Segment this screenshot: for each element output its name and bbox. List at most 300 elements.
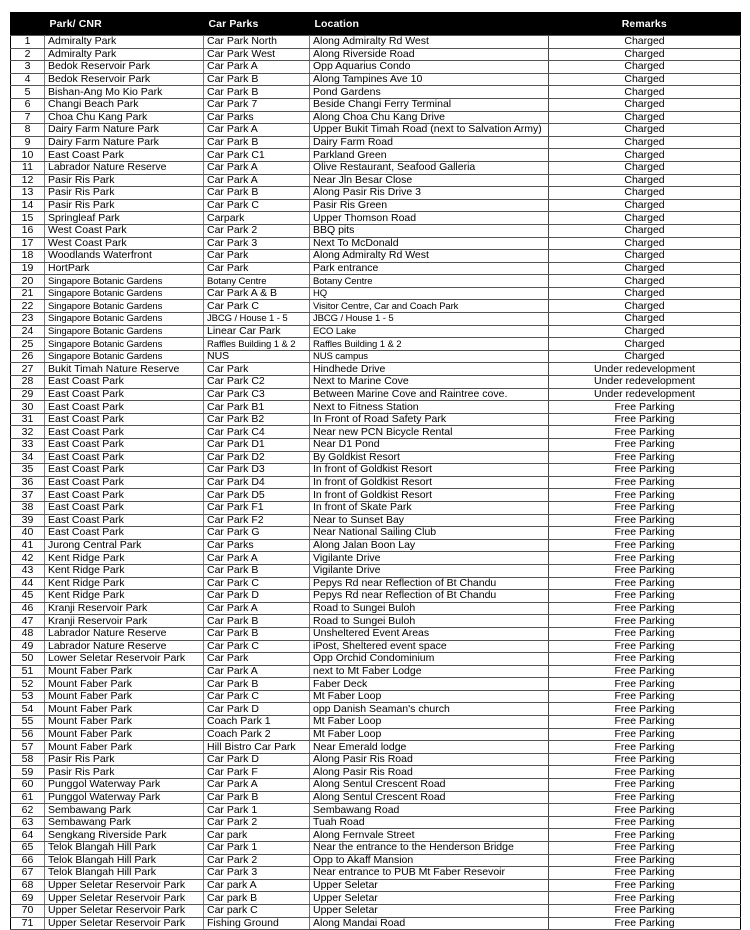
cell-location: next to Mt Faber Lodge: [310, 665, 549, 678]
cell-remarks: Free Parking: [549, 829, 741, 842]
table-row: [11, 867, 741, 880]
cell-carpark: Car Park B: [204, 791, 310, 804]
cell-index: 71: [11, 917, 45, 930]
cell-park: Sembawang Park: [45, 816, 204, 829]
cell-carpark: Car Park North: [204, 36, 310, 49]
cell-remarks: Free Parking: [549, 816, 741, 829]
cell-index: 22: [11, 300, 45, 313]
cell-carpark: Car Park G: [204, 527, 310, 540]
table-row: [11, 439, 741, 452]
cell-location: Along Pasir Ris Road: [310, 753, 549, 766]
cell-carpark: Car Park 1: [204, 804, 310, 817]
cell-carpark: Car Park: [204, 653, 310, 666]
cell-location: iPost, Sheltered event space: [310, 640, 549, 653]
cell-location: HQ: [310, 287, 549, 300]
cell-index: 52: [11, 678, 45, 691]
cell-park: East Coast Park: [45, 413, 204, 426]
cell-location: Next to Fitness Station: [310, 401, 549, 414]
cell-location: Tuah Road: [310, 816, 549, 829]
cell-remarks: Free Parking: [549, 867, 741, 880]
cell-remarks: Free Parking: [549, 917, 741, 930]
cell-location: Along Admiralty Rd West: [310, 250, 549, 263]
cell-carpark: Car Park C: [204, 690, 310, 703]
cell-remarks: Charged: [549, 161, 741, 174]
cell-index: 42: [11, 552, 45, 565]
cell-park: East Coast Park: [45, 527, 204, 540]
cell-index: 14: [11, 199, 45, 212]
cell-location: Opp to Akaff Mansion: [310, 854, 549, 867]
cell-park: Mount Faber Park: [45, 741, 204, 754]
cell-index: 53: [11, 690, 45, 703]
cell-index: 48: [11, 627, 45, 640]
cell-remarks: Free Parking: [549, 627, 741, 640]
cell-remarks: Charged: [549, 36, 741, 49]
cell-carpark: Car Park F1: [204, 501, 310, 514]
cell-park: Admiralty Park: [45, 48, 204, 61]
cell-index: 25: [11, 338, 45, 351]
cell-index: 24: [11, 325, 45, 338]
cell-carpark: Car Park A: [204, 161, 310, 174]
cell-index: 63: [11, 816, 45, 829]
cell-park: Upper Seletar Reservoir Park: [45, 917, 204, 930]
table-row: [11, 653, 741, 666]
table-row: [11, 527, 741, 540]
cell-index: 55: [11, 716, 45, 729]
cell-carpark: Car Park West: [204, 48, 310, 61]
cell-carpark: Coach Park 1: [204, 716, 310, 729]
table-row: [11, 917, 741, 930]
cell-park: Pasir Ris Park: [45, 753, 204, 766]
cell-index: 12: [11, 174, 45, 187]
cell-location: Road to Sungei Buloh: [310, 615, 549, 628]
cell-index: 41: [11, 539, 45, 552]
table-row: [11, 627, 741, 640]
cell-carpark: Car Park A: [204, 552, 310, 565]
cell-index: 64: [11, 829, 45, 842]
cell-index: 56: [11, 728, 45, 741]
cell-location: Park entrance: [310, 262, 549, 275]
table-row: [11, 464, 741, 477]
cell-remarks: Charged: [549, 48, 741, 61]
cell-park: Choa Chu Kang Park: [45, 111, 204, 124]
table-row: [11, 690, 741, 703]
cell-index: 32: [11, 426, 45, 439]
cell-remarks: Charged: [549, 73, 741, 86]
cell-location: Next To McDonald: [310, 237, 549, 250]
cell-park: Mount Faber Park: [45, 690, 204, 703]
cell-location: Along Tampines Ave 10: [310, 73, 549, 86]
cell-remarks: Under redevelopment: [549, 388, 741, 401]
cell-index: 15: [11, 212, 45, 225]
cell-park: East Coast Park: [45, 401, 204, 414]
cell-park: East Coast Park: [45, 451, 204, 464]
cell-location: Along Fernvale Street: [310, 829, 549, 842]
cell-location: Botany Centre: [310, 275, 549, 288]
cell-carpark: Car Park F: [204, 766, 310, 779]
cell-carpark: Car Park C: [204, 640, 310, 653]
cell-park: East Coast Park: [45, 501, 204, 514]
cell-remarks: Free Parking: [549, 879, 741, 892]
cell-location: Upper Seletar: [310, 879, 549, 892]
cell-park: East Coast Park: [45, 149, 204, 162]
cell-park: Singapore Botanic Gardens: [45, 338, 204, 351]
cell-index: 26: [11, 350, 45, 363]
cell-carpark: Car Park D: [204, 753, 310, 766]
cell-location: Near new PCN Bicycle Rental: [310, 426, 549, 439]
cell-carpark: Car Park B: [204, 136, 310, 149]
cell-location: Pepys Rd near Reflection of Bt Chandu: [310, 590, 549, 603]
cell-park: Pasir Ris Park: [45, 174, 204, 187]
cell-carpark: Car Park C1: [204, 149, 310, 162]
table-row: [11, 376, 741, 389]
cell-index: 38: [11, 501, 45, 514]
cell-index: 60: [11, 779, 45, 792]
cell-carpark: Car Park A: [204, 124, 310, 137]
table-row: [11, 564, 741, 577]
cell-park: West Coast Park: [45, 224, 204, 237]
table-row: [11, 98, 741, 111]
cell-remarks: Free Parking: [549, 552, 741, 565]
table-row: [11, 36, 741, 49]
cell-index: 35: [11, 464, 45, 477]
table-row: [11, 350, 741, 363]
cell-remarks: Charged: [549, 61, 741, 74]
cell-location: Along Pasir Ris Road: [310, 766, 549, 779]
table-row: [11, 262, 741, 275]
cell-index: 19: [11, 262, 45, 275]
cell-location: Along Riverside Road: [310, 48, 549, 61]
cell-park: HortPark: [45, 262, 204, 275]
table-container: [10, 12, 740, 930]
cell-location: Mt Faber Loop: [310, 690, 549, 703]
cell-carpark: Car Park C2: [204, 376, 310, 389]
cell-carpark: Car Park D2: [204, 451, 310, 464]
cell-index: 31: [11, 413, 45, 426]
cell-carpark: Carpark: [204, 212, 310, 225]
table-row: [11, 48, 741, 61]
cell-park: Mount Faber Park: [45, 665, 204, 678]
cell-location: Near D1 Pond: [310, 439, 549, 452]
cell-index: 61: [11, 791, 45, 804]
table-row: [11, 451, 741, 464]
cell-location: Along Mandai Road: [310, 917, 549, 930]
cell-remarks: Free Parking: [549, 741, 741, 754]
table-row: [11, 325, 741, 338]
cell-index: 50: [11, 653, 45, 666]
cell-remarks: Free Parking: [549, 514, 741, 527]
cell-park: East Coast Park: [45, 426, 204, 439]
cell-index: 59: [11, 766, 45, 779]
table-row: [11, 766, 741, 779]
table-row: [11, 401, 741, 414]
cell-location: Near entrance to PUB Mt Faber Resevoir: [310, 867, 549, 880]
cell-remarks: Free Parking: [549, 439, 741, 452]
cell-index: 34: [11, 451, 45, 464]
cell-location: Near the entrance to the Henderson Bridge: [310, 842, 549, 855]
cell-index: 20: [11, 275, 45, 288]
table-row: [11, 388, 741, 401]
table-row: [11, 842, 741, 855]
cell-remarks: Free Parking: [549, 501, 741, 514]
cell-location: Unsheltered Event Areas: [310, 627, 549, 640]
header-row: [11, 13, 741, 36]
table-row: [11, 338, 741, 351]
table-row: [11, 124, 741, 137]
table-row: [11, 313, 741, 326]
cell-index: 16: [11, 224, 45, 237]
cell-location: Along Choa Chu Kang Drive: [310, 111, 549, 124]
cell-remarks: Charged: [549, 174, 741, 187]
cell-carpark: Car Parks: [204, 539, 310, 552]
table-row: [11, 703, 741, 716]
cell-remarks: Free Parking: [549, 464, 741, 477]
cell-park: Changi Beach Park: [45, 98, 204, 111]
cell-remarks: Free Parking: [549, 401, 741, 414]
cell-park: Telok Blangah Hill Park: [45, 842, 204, 855]
cell-park: East Coast Park: [45, 464, 204, 477]
table-row: [11, 212, 741, 225]
cell-index: 47: [11, 615, 45, 628]
cell-remarks: Free Parking: [549, 413, 741, 426]
cell-index: 6: [11, 98, 45, 111]
cell-location: Upper Seletar: [310, 892, 549, 905]
cell-carpark: Car Park A & B: [204, 287, 310, 300]
table-row: [11, 678, 741, 691]
cell-carpark: Car Park C: [204, 300, 310, 313]
cell-park: West Coast Park: [45, 237, 204, 250]
cell-location: Near to Sunset Bay: [310, 514, 549, 527]
cell-index: 18: [11, 250, 45, 263]
column-header-location: Location: [310, 13, 549, 36]
cell-carpark: Car Park D4: [204, 476, 310, 489]
cell-location: Beside Changi Ferry Terminal: [310, 98, 549, 111]
cell-carpark: Car Park B: [204, 615, 310, 628]
table-row: [11, 275, 741, 288]
cell-carpark: Car Park D: [204, 703, 310, 716]
cell-park: East Coast Park: [45, 476, 204, 489]
cell-remarks: Free Parking: [549, 653, 741, 666]
cell-park: Upper Seletar Reservoir Park: [45, 904, 204, 917]
cell-index: 29: [11, 388, 45, 401]
cell-remarks: Charged: [549, 287, 741, 300]
cell-index: 21: [11, 287, 45, 300]
cell-park: Punggol Waterway Park: [45, 791, 204, 804]
cell-park: Labrador Nature Reserve: [45, 161, 204, 174]
cell-index: 58: [11, 753, 45, 766]
cell-park: East Coast Park: [45, 376, 204, 389]
table-row: [11, 476, 741, 489]
cell-remarks: Charged: [549, 149, 741, 162]
cell-remarks: Under redevelopment: [549, 376, 741, 389]
cell-location: Hindhede Drive: [310, 363, 549, 376]
cell-park: Singapore Botanic Gardens: [45, 300, 204, 313]
cell-remarks: Free Parking: [549, 791, 741, 804]
table-row: [11, 640, 741, 653]
cell-carpark: Car Park 2: [204, 854, 310, 867]
table-row: [11, 149, 741, 162]
table-row: [11, 501, 741, 514]
cell-index: 17: [11, 237, 45, 250]
table-row: [11, 577, 741, 590]
cell-carpark: Car Park 2: [204, 224, 310, 237]
cell-remarks: Free Parking: [549, 590, 741, 603]
cell-carpark: Car Park B: [204, 678, 310, 691]
table-row: [11, 224, 741, 237]
cell-location: Upper Seletar: [310, 904, 549, 917]
cell-location: Pepys Rd near Reflection of Bt Chandu: [310, 577, 549, 590]
column-header-park: Park/ CNR: [45, 13, 204, 36]
cell-index: 7: [11, 111, 45, 124]
cell-location: JBCG / House 1 - 5: [310, 313, 549, 326]
cell-location: Faber Deck: [310, 678, 549, 691]
table-row: [11, 199, 741, 212]
cell-park: Kranji Reservoir Park: [45, 602, 204, 615]
cell-remarks: Charged: [549, 313, 741, 326]
cell-index: 1: [11, 36, 45, 49]
cell-park: Woodlands Waterfront: [45, 250, 204, 263]
cell-index: 46: [11, 602, 45, 615]
cell-carpark: Car Park D1: [204, 439, 310, 452]
cell-remarks: Charged: [549, 224, 741, 237]
table-row: [11, 615, 741, 628]
cell-carpark: Car Park A: [204, 174, 310, 187]
cell-park: Dairy Farm Nature Park: [45, 124, 204, 137]
table-row: [11, 237, 741, 250]
cell-park: Pasir Ris Park: [45, 199, 204, 212]
cell-park: Pasir Ris Park: [45, 187, 204, 200]
cell-location: Near Emerald lodge: [310, 741, 549, 754]
cell-park: Jurong Central Park: [45, 539, 204, 552]
cell-location: Road to Sungei Buloh: [310, 602, 549, 615]
cell-park: Labrador Nature Reserve: [45, 627, 204, 640]
table-row: [11, 287, 741, 300]
cell-index: 37: [11, 489, 45, 502]
cell-location: Vigilante Drive: [310, 552, 549, 565]
cell-index: 66: [11, 854, 45, 867]
table-row: [11, 665, 741, 678]
cell-remarks: Charged: [549, 338, 741, 351]
cell-location: Vigilante Drive: [310, 564, 549, 577]
cell-carpark: Botany Centre: [204, 275, 310, 288]
table-row: [11, 552, 741, 565]
table-row: [11, 539, 741, 552]
table-row: [11, 728, 741, 741]
cell-park: Singapore Botanic Gardens: [45, 350, 204, 363]
table-row: [11, 111, 741, 124]
cell-index: 4: [11, 73, 45, 86]
column-header-index: [11, 13, 45, 36]
cell-index: 69: [11, 892, 45, 905]
cell-location: Sembawang Road: [310, 804, 549, 817]
cell-park: Upper Seletar Reservoir Park: [45, 892, 204, 905]
cell-park: East Coast Park: [45, 439, 204, 452]
cell-location: Upper Thomson Road: [310, 212, 549, 225]
cell-remarks: Free Parking: [549, 690, 741, 703]
cell-park: Telok Blangah Hill Park: [45, 854, 204, 867]
cell-park: Kent Ridge Park: [45, 552, 204, 565]
cell-remarks: Charged: [549, 250, 741, 263]
cell-location: Pasir Ris Green: [310, 199, 549, 212]
cell-remarks: Charged: [549, 136, 741, 149]
cell-carpark: NUS: [204, 350, 310, 363]
cell-index: 2: [11, 48, 45, 61]
table-row: [11, 250, 741, 263]
cell-index: 9: [11, 136, 45, 149]
cell-index: 68: [11, 879, 45, 892]
cell-remarks: Free Parking: [549, 779, 741, 792]
column-header-carparks: Car Parks: [204, 13, 310, 36]
cell-park: Kent Ridge Park: [45, 577, 204, 590]
cell-index: 8: [11, 124, 45, 137]
cell-carpark: Car Park F2: [204, 514, 310, 527]
cell-park: Pasir Ris Park: [45, 766, 204, 779]
cell-index: 70: [11, 904, 45, 917]
cell-park: Mount Faber Park: [45, 728, 204, 741]
cell-carpark: JBCG / House 1 - 5: [204, 313, 310, 326]
cell-park: Sengkang Riverside Park: [45, 829, 204, 842]
cell-remarks: Charged: [549, 212, 741, 225]
cell-carpark: Car Park: [204, 250, 310, 263]
cell-index: 36: [11, 476, 45, 489]
cell-remarks: Charged: [549, 111, 741, 124]
cell-carpark: Car Park 2: [204, 816, 310, 829]
cell-remarks: Charged: [549, 187, 741, 200]
table-row: [11, 829, 741, 842]
cell-remarks: Free Parking: [549, 451, 741, 464]
cell-remarks: Free Parking: [549, 640, 741, 653]
cell-location: In Front of Road Safety Park: [310, 413, 549, 426]
cell-park: Kranji Reservoir Park: [45, 615, 204, 628]
table-row: [11, 854, 741, 867]
cell-location: Along Admiralty Rd West: [310, 36, 549, 49]
cell-carpark: Car park B: [204, 892, 310, 905]
cell-index: 57: [11, 741, 45, 754]
cell-park: Mount Faber Park: [45, 678, 204, 691]
cell-remarks: Free Parking: [549, 854, 741, 867]
cell-location: ECO Lake: [310, 325, 549, 338]
cell-carpark: Car park: [204, 829, 310, 842]
table-row: [11, 489, 741, 502]
cell-park: Bishan-Ang Mo Kio Park: [45, 86, 204, 99]
cell-location: Next to Marine Cove: [310, 376, 549, 389]
table-row: [11, 791, 741, 804]
cell-park: Dairy Farm Nature Park: [45, 136, 204, 149]
cell-location: Mt Faber Loop: [310, 728, 549, 741]
cell-location: In front of Goldkist Resort: [310, 489, 549, 502]
cell-index: 43: [11, 564, 45, 577]
cell-index: 5: [11, 86, 45, 99]
cell-carpark: Car Park A: [204, 61, 310, 74]
cell-index: 23: [11, 313, 45, 326]
cell-remarks: Free Parking: [549, 476, 741, 489]
cell-carpark: Car Park D: [204, 590, 310, 603]
cell-index: 65: [11, 842, 45, 855]
cell-remarks: Charged: [549, 262, 741, 275]
cell-remarks: Charged: [549, 237, 741, 250]
cell-carpark: Car Park D5: [204, 489, 310, 502]
cell-carpark: Car Park A: [204, 665, 310, 678]
cell-carpark: Car Park B: [204, 564, 310, 577]
cell-location: Along Sentul Crescent Road: [310, 791, 549, 804]
cell-carpark: Car Park B: [204, 86, 310, 99]
table-row: [11, 816, 741, 829]
cell-location: Along Sentul Crescent Road: [310, 779, 549, 792]
cell-index: 33: [11, 439, 45, 452]
cell-remarks: Free Parking: [549, 426, 741, 439]
cell-remarks: Charged: [549, 199, 741, 212]
cell-remarks: Free Parking: [549, 728, 741, 741]
table-row: [11, 892, 741, 905]
